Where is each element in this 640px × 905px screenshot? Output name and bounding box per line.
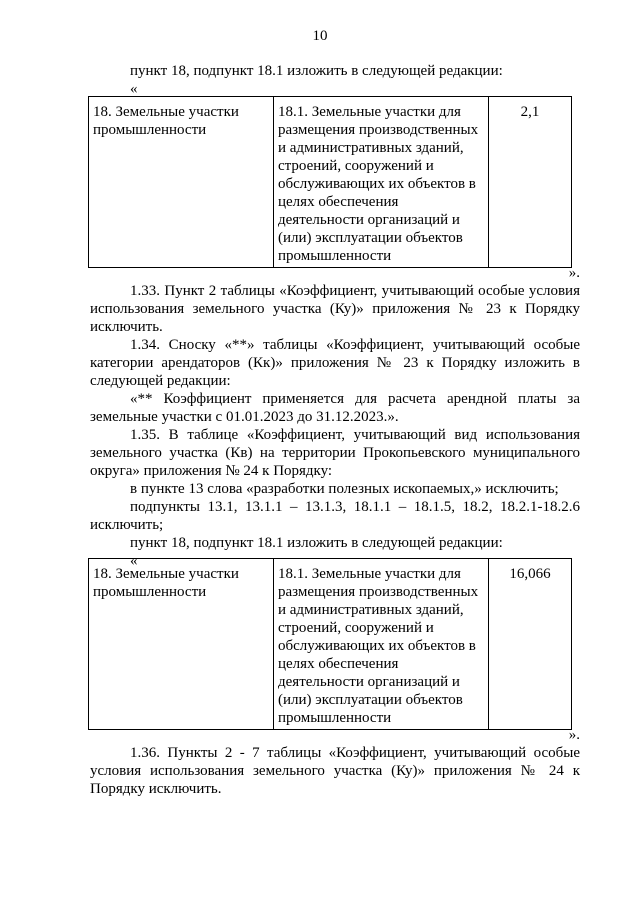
quote-close-2: ». [568, 727, 580, 743]
quote-close-1: ». [568, 265, 580, 281]
table-cell-description: 18.1. Земельные участки для размещения производственных и административных зданий, строений, сооружений и обслуживающих их объектов в целях обеспечения деятельности организаций и (или) эксплуатации объектов промышленности [274, 97, 489, 268]
table-cell-value: 2,1 [489, 97, 572, 268]
quote-open-2: « [130, 553, 138, 569]
paragraph-1-35-item-a: в пункте 13 слова «разработки полезных ископаемых,» исключить; [130, 481, 559, 497]
table-cell-category: 18. Земельные участки промышленности [89, 97, 274, 268]
table-cell-description: 18.1. Земельные участки для размещения производственных и административных зданий, строений, сооружений и обслуживающих их объектов в целях обеспечения деятельности организаций и (или) эксплуатации объектов промышленности [274, 559, 489, 730]
table-cell-category: 18. Земельные участки промышленности [89, 559, 274, 730]
table-cell-value: 16,066 [489, 559, 572, 730]
table-row [89, 97, 572, 268]
intro-line-1: пункт 18, подпункт 18.1 изложить в следующей редакции: [130, 63, 503, 79]
page-number: 10 [312, 28, 328, 44]
intro-line-2: пункт 18, подпункт 18.1 изложить в следующей редакции: [130, 535, 503, 551]
coefficient-table-2 [88, 558, 572, 730]
quote-open-1: « [130, 81, 138, 97]
table-row [89, 559, 572, 730]
coefficient-table-1 [88, 96, 572, 268]
